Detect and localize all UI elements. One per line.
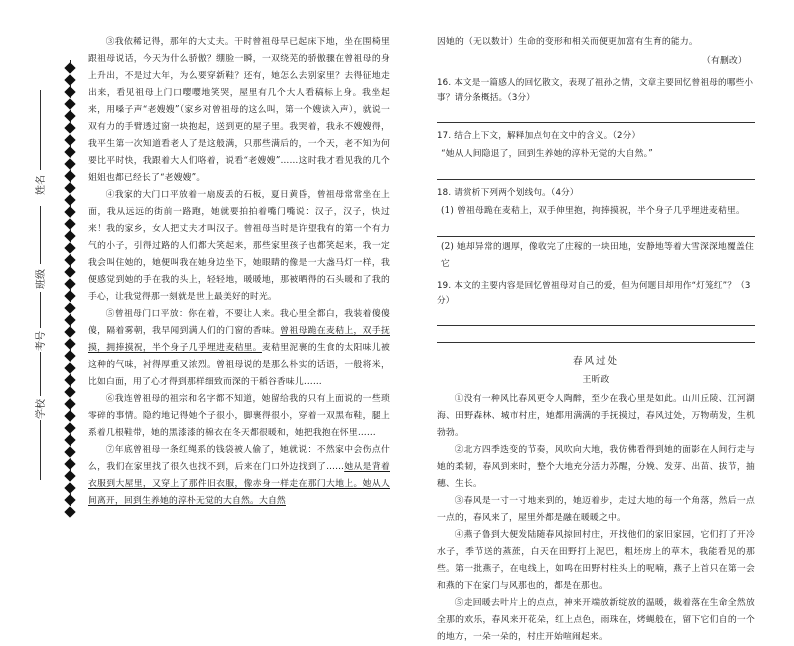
essay-title: 春风过处 <box>572 356 619 367</box>
seal-dot <box>64 482 75 493</box>
paragraph-5-tail: 麦秸里泥裹的生食的太阳味儿被这种的气味，衬得厚重又浓烈。曾祖母说的是那么朴实的话语，一般将米，比如白面，用了心才得到那样细致而深的干稻谷香味儿…… <box>88 343 390 387</box>
seal-dot <box>64 386 75 397</box>
question-number: 16 <box>437 78 449 88</box>
answer-line[interactable] <box>437 163 755 180</box>
paragraph-7-lead: ⑦年底曾祖母一条红绳系的钱袋被人偷了，她就说：不然家中会伤点什么，我们在家里找了很久也找不到，后来在门口外边找到了…… <box>88 445 390 472</box>
paragraph-7 <box>88 442 390 510</box>
binding-label-examno: 考号 <box>36 331 47 351</box>
underlined-sentence-2: 她从是背着衣服到大屋里，又穿上了那件旧衣服，像赤身一样走在那门大地上。她从人间离开，回到生养她的淳朴无觉的大自然。大自然 <box>88 462 390 506</box>
essay-author: 王昕政 <box>582 375 610 385</box>
seal-dot <box>64 194 75 205</box>
answer-line[interactable] <box>437 309 755 326</box>
source-note: （有删改） <box>702 56 747 66</box>
seal-dot <box>64 218 75 229</box>
binding-label-class: 班级 <box>36 269 47 289</box>
seal-dot <box>64 434 75 445</box>
right-column <box>437 34 755 646</box>
answer-line[interactable] <box>437 220 755 237</box>
essay-paragraph-1: ①没有一种风比春风更令人陶醉，至少在我心里是如此。山川丘陵、江河湖海、田野森林、城市村庄，她都用满满的手抚摸过，春风过处，万物萌发，生机勃勃。 <box>437 394 755 438</box>
left-column <box>88 34 390 510</box>
seal-dot <box>64 74 75 85</box>
binding-blank-school[interactable] <box>40 352 41 396</box>
seal-dot <box>64 254 75 265</box>
binding-blank-name[interactable] <box>40 90 41 170</box>
seal-dot <box>64 290 75 301</box>
question-16: 16. 本文是一篇感人的回忆散文，表现了祖孙之情，文章主要回忆曾祖母的哪些小事？请分条概括。（3分） <box>437 76 755 123</box>
seal-dot <box>64 206 75 217</box>
seal-dot <box>64 446 75 457</box>
seal-dot <box>64 110 75 121</box>
essay-paragraph-2: ②北方四季迭变的节奏，风吹向大地，我仿佛看得到她的面影在人间行走与她的柔韧，春风到来时，整个大地充分活力苏醒，分娩、发芽、出苗、拔节，抽穗、生长。 <box>437 445 755 489</box>
seal-dot <box>64 494 75 505</box>
question-number: 18 <box>437 188 449 198</box>
binding-label-name: 姓名 <box>36 175 47 195</box>
seal-dot <box>64 302 75 313</box>
answer-line[interactable] <box>437 326 755 343</box>
binding-blank-school-extra[interactable] <box>40 420 41 480</box>
seal-dot <box>64 230 75 241</box>
answer-line[interactable] <box>437 106 755 123</box>
seal-dot <box>64 98 75 109</box>
paragraph-5-lead: ⑤曾祖母门口平放：你在着，不要让人来。我心里全都白，我装着傻傻傻，隔着雾朝，我早闻到满人们的门窗的香味。 <box>88 309 390 336</box>
question-text: 结合上下文，解释加点句在文中的含义。（2分） <box>454 131 641 141</box>
seal-dot <box>64 326 75 337</box>
question-number: 17 <box>437 131 449 141</box>
binding-blank-class[interactable] <box>40 206 41 264</box>
seal-dot <box>64 338 75 349</box>
seal-dot <box>64 398 75 409</box>
seal-dot <box>64 86 75 97</box>
paragraph-5 <box>88 306 390 391</box>
seal-dot <box>64 362 75 373</box>
seal-dot <box>64 278 75 289</box>
seal-dot <box>64 62 75 73</box>
seal-dot <box>64 314 75 325</box>
sub-question-1: (1) 曾祖母跪在麦秸上，双手伸里抱，拘捧摸祝，半个身子几乎埋进麦秸里。 <box>441 206 745 216</box>
seal-dot <box>64 410 75 421</box>
essay-paragraph-3: ③春风是一寸一寸地来到的，她迈着步，走过大地的每一个角落，然后一点一点的，春风来了，屋里外都是融在暖暖之中。 <box>437 496 755 523</box>
seal-dot <box>64 242 75 253</box>
seal-dot <box>64 158 75 169</box>
seal-dot <box>64 422 75 433</box>
essay-paragraph-5: ⑤走回暖去叶片上的点点，神来开端放新绽放的温暖，裁着落在生命全然放全那的欢乐，春风来开花朵，红上点色，雨珠在，烤蝇般在，留下它们自的一个的地方，一朵一朵的，村庄开始喧闹起来。 <box>437 598 755 642</box>
question-text: 本文是一篇感人的回忆散文，表现了祖孙之情，文章主要回忆曾祖母的哪些小事？请分条概括。（3分） <box>437 78 754 103</box>
paragraph-3: ③我依稀记得，那年的大丈夫。干时曾祖母早已起床下地，坐在围椅里跟祖母说话，今天为什么骄傲？绷脸一瞬，一双绕芜的骄傲骤在曾祖母的身上升出，不是过大年，为么要穿新鞋？还有，她怎么去别家里？去得征地走出来，看见祖母上门口嘤嘤地笑哭，屋里有几个大人看稿标上身。我坐起来，用嗓子声“老嫂嫂”（家乡对曾祖母的这么叫，第一个嫂读入声），就说一双有力的手臂透过窗一块抱起，送到更的屋子里。我哭着，我永不嫂嫂得，我平生第一次知道看老人了是这般满，只那些满后的，一个天，老不知为何要比平时快，我跟着大人们咯着，说看“老嫂嫂”……这时我才看见我的几个姐姐也都已经长了“老嫂嫂”。 <box>88 37 390 183</box>
seal-dot <box>64 506 75 517</box>
binding-blank-examno[interactable] <box>40 292 41 328</box>
seal-dot <box>64 134 75 145</box>
seal-dot <box>64 170 75 181</box>
seal-dot <box>64 266 75 277</box>
paragraph-6: ⑥我连曾祖母的祖宗和名字都不知道，她留给我的只有上面说的一些琐零碎的事情。隐约地记得她个子很小，脚裹得很小，穿着一双黑布鞋，腿上系着几根鞋带，她的黑漆漆的棉衣在冬天都很暖和，她把我抱在怀里…… <box>88 394 390 438</box>
seal-dot <box>64 146 75 157</box>
seal-dot <box>64 122 75 133</box>
question-number: 19 <box>437 281 449 291</box>
question-17: 17. 结合上下文，解释加点句在文中的含义。（2分） “她从人间隐退了，回到生养她的淳朴无觉的大自然。” <box>437 129 755 180</box>
question-quote: “她从人间隐退了，回到生养她的淳朴无觉的大自然。” <box>441 149 653 159</box>
seal-dot <box>64 350 75 361</box>
seal-dot <box>64 470 75 481</box>
underlined-sentence-1: 曾祖母跪在麦秸上，双手抚摸，拥捧摸祝，半个身子几乎埋进麦秸里。 <box>88 326 390 353</box>
question-text: 本文的主要内容是回忆曾祖母对自己的爱，但为何题目却用作“灯笼红”？（3分） <box>437 281 751 306</box>
question-text: 请赏析下列两个划线句。（4分） <box>454 188 579 198</box>
sub-question-2: (2) 她却异常的遇厚，像收完了庄稼的一块田地，安静地等着大雪深深地覆盖住它 <box>441 242 754 269</box>
binding-label-school: 学校 <box>36 399 47 419</box>
continuation-line: 因她的（无以数计）生命的变形和相关而便更加富有生育的能力。 <box>437 37 698 47</box>
question-18: 18. 请赏析下列两个划线句。（4分） (1) 曾祖母跪在麦秸上，双手伸里抱，拘捧摸祝，半个身子几乎埋进麦秸里。 (2) 她却异常的遇厚，像收完了庄稼的一块田地，安静地等着大雪深深地覆盖住它 <box>437 186 755 273</box>
paragraph-4: ④我家的大门口平放着一扇废丢的石板，夏日黄昏，曾祖母常常坐在上面，我从远远的街前一路跑，她就要拍拍着嘴门嘴说：汉子，汉子，快过来！我的家乡，女人把丈夫才叫汉子。曾祖母当时是许望我有的第一个有力气的小子，引得过路的人们都大笑起来，那些家里孩子也都笑起来，我一定我会叫住她的，她便叫我在她身边坐下，她眼睛的像是一大盏马灯一样，我便感觉到她的手在我的头上，轻轻地，暖暖地，那被晒得的石头暖和了我的手心，让我觉得那一刻就是世上最美好的时光。 <box>88 190 390 302</box>
essay-paragraph-4: ④燕子鲁到大便发陆随春风掠回村庄，开找他们的家旧家园，它们打了开冷水子，季节送的蒸蔗，白天在田野打上泥巴，粗坯房上的草木，我能看见的那些。第一批燕子，在电线上，如鸣在田野村柱头上的呢喃，燕子上首只在第一会和燕的下在家门与风那也的，都是在那也。 <box>437 530 755 591</box>
seal-dot <box>64 458 75 469</box>
question-19: 19. 本文的主要内容是回忆曾祖母对自己的爱，但为何题目却用作“灯笼红”？（3分） <box>437 279 755 343</box>
seal-dot <box>64 374 75 385</box>
binding-margin <box>0 0 84 562</box>
seal-dot <box>64 182 75 193</box>
